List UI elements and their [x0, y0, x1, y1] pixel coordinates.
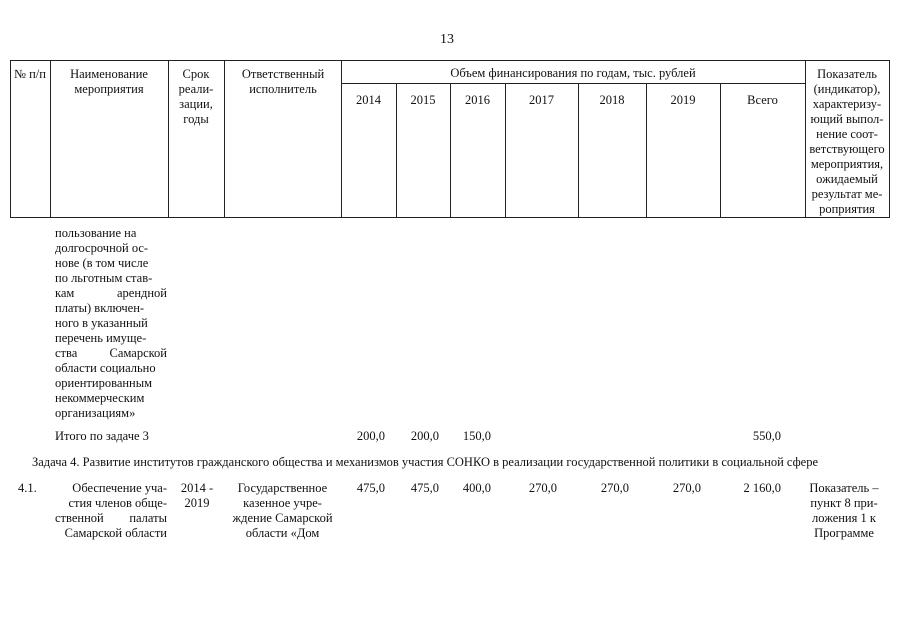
row-4-1-executor-line: казенное учре- [243, 496, 322, 510]
header-year-2018: 2018 [599, 93, 625, 107]
row-4-1-indicator-line: пункт 8 при- [810, 496, 878, 510]
header-year-2019: 2019 [670, 93, 696, 107]
col-border-0 [10, 60, 11, 218]
header-executor: Ответственный исполнитель [241, 67, 325, 96]
col-border-4 [341, 60, 342, 218]
continuation-line: некоммерческим [55, 391, 145, 405]
continuation-line: ориентированным [55, 376, 153, 390]
continuation-line: по льготным став- [55, 271, 153, 285]
page-number: 13 [440, 32, 454, 47]
total-2016: 150,0 [462, 429, 491, 443]
col-border-3 [224, 60, 225, 218]
row-4-1-name-line: Самарской области [64, 526, 167, 540]
continuation-line: ного в указанный [55, 316, 148, 330]
row-4-1-2019: 270,0 [672, 481, 701, 495]
row-4-1-indicator-line: ложения 1 к [812, 511, 876, 525]
continuation-line: пользование на [55, 226, 137, 240]
task4-title: Задача 4. Развитие институтов гражданского общества и механизмов участия СОНКО в реализации государственной политики в социальной сфере [32, 455, 819, 469]
continuation-text [55, 226, 167, 421]
row-4-1-indicator-line: Показатель – [809, 481, 879, 495]
row-4-1-2018: 270,0 [600, 481, 629, 495]
continuation-line: кам арендной [55, 286, 167, 300]
row-4-1-executor [226, 481, 339, 541]
row-4-1-name-line: Обеспечение уча- [72, 481, 167, 495]
row-4-1-term [172, 481, 222, 511]
header-num: № п/п [14, 67, 46, 81]
row-4-1-name-line: ственной палаты [55, 511, 167, 525]
total-row-label: Итого по задаче 3 [55, 429, 149, 443]
row-4-1-indicator [801, 481, 887, 541]
row-4-1-indicator-line: Программе [814, 526, 874, 540]
continuation-line: нове (в том числе [55, 256, 149, 270]
col-border-2 [168, 60, 169, 218]
total-2015: 200,0 [410, 429, 439, 443]
col-border-right [889, 60, 890, 218]
continuation-line: области социально [55, 361, 156, 375]
col-border-indicator [805, 60, 806, 218]
continuation-line: организациям» [55, 406, 136, 420]
row-4-1-executor-line: ждение Самарской [232, 511, 333, 525]
total-all: 550,0 [752, 429, 781, 443]
continuation-line: платы) включен- [55, 301, 145, 315]
header-year-2016: 2016 [465, 93, 490, 107]
row-4-1-total: 2 160,0 [743, 481, 781, 495]
row-4-1-2015: 475,0 [410, 481, 439, 495]
row-4-1-term-line: 2014 - [180, 481, 214, 495]
row-4-1-2016: 400,0 [462, 481, 491, 495]
total-2014: 200,0 [356, 429, 385, 443]
row-4-1-2014: 475,0 [356, 481, 385, 495]
header-funding: Объем финансирования по годам, тыс. рублей [450, 66, 696, 80]
header-total: Всего [747, 93, 778, 107]
col-border-1 [50, 60, 51, 218]
header-indicator: Показатель (индикатор), характеризу-ющий выпол-нение соот-ветствующего мероприятия, ожидаемый результат ме-роприятия [809, 67, 885, 216]
row-4-1-num: 4.1. [18, 481, 37, 495]
continuation-line: перечень имуще- [55, 331, 147, 345]
header-year-2014: 2014 [356, 93, 381, 107]
continuation-line: долгосрочной ос- [55, 241, 149, 255]
row-4-1-executor-line: области «Дом [245, 526, 320, 540]
funding-header-divider [341, 83, 805, 84]
row-4-1-2017: 270,0 [528, 481, 557, 495]
row-4-1-executor-line: Государственное [237, 481, 328, 495]
continuation-line: ства Самарской [55, 346, 167, 360]
row-4-1-name-line: стия членов обще- [68, 496, 167, 510]
header-year-2017: 2017 [529, 93, 554, 107]
row-4-1-name [55, 481, 167, 541]
table-top-border [10, 60, 890, 61]
header-term: Срок реали-зации, годы [178, 67, 214, 126]
header-name: Наименование мероприятия [70, 67, 148, 96]
row-4-1-term-line: 2019 [184, 496, 210, 510]
header-year-2015: 2015 [410, 93, 436, 107]
